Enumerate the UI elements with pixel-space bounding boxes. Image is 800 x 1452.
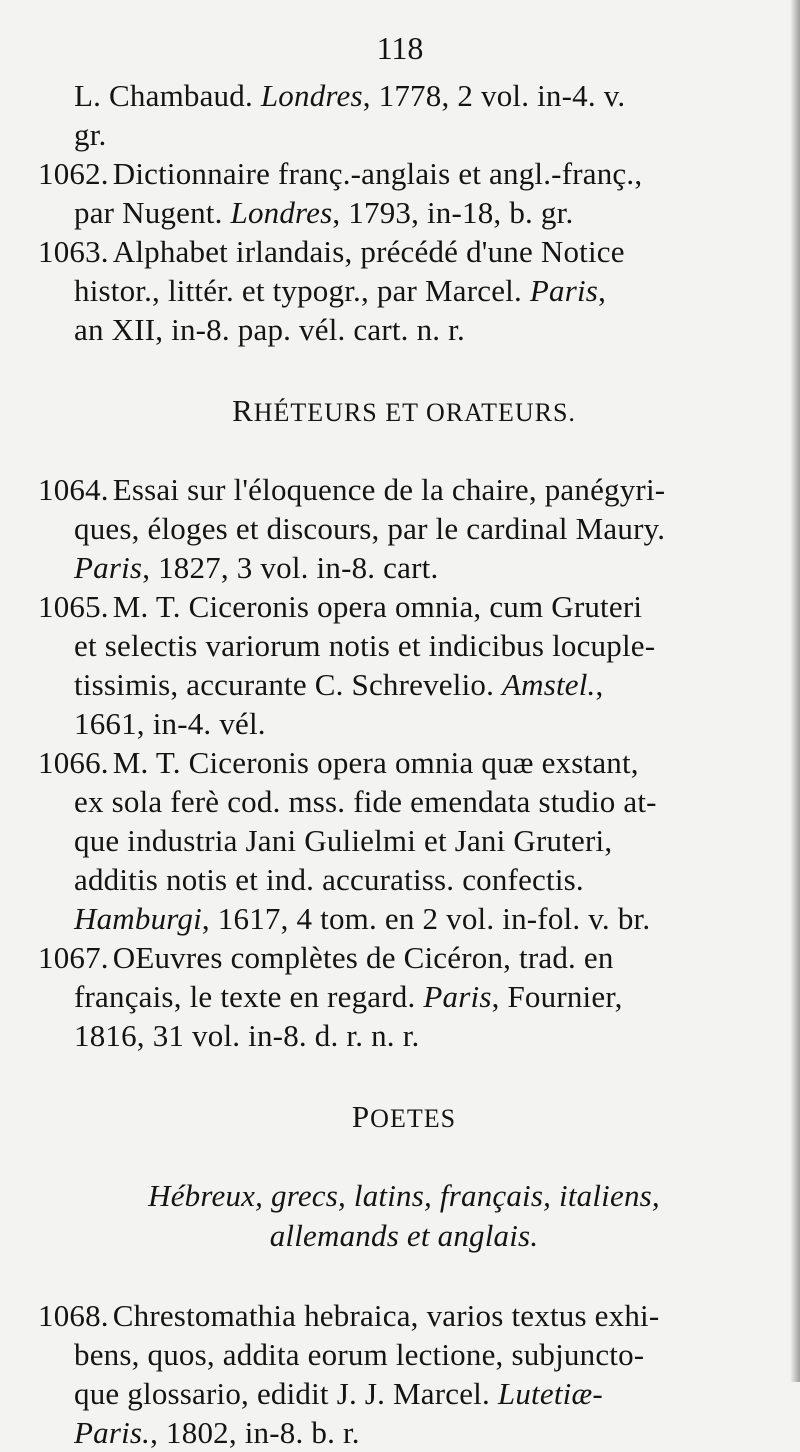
entry-line: an XII, in-8. pap. vél. cart. n. r. [74,312,465,347]
entry-line: histor., littér. et typogr., par Marcel. Paris, [74,273,607,308]
entry-1063 [38,232,770,349]
section-title-rest: OETES [370,1104,457,1133]
entry-1067 [38,938,770,1055]
entry-line: que glossario, edidit J. J. Marcel. Lutetiæ- [74,1376,603,1411]
entry-line: et selectis variorum notis et indicibus locuple- [74,628,656,663]
entry-1068 [38,1296,770,1452]
entry-number: 1067. [38,940,109,975]
page-body [38,76,770,1452]
entry-line: bens, quos, addita eorum lectione, subjuncto- [74,1337,645,1372]
subtitle-line: Hébreux, grecs, latins, français, italiens, [148,1178,660,1213]
entry-line: Hamburgi, 1617, 4 tom. en 2 vol. in-fol. v. br. [74,901,651,936]
entry-line: Chrestomathia hebraica, varios textus exhi- [112,1298,660,1333]
entry-number: 1064. [38,472,109,507]
entry-line: tissimis, accurante C. Schrevelio. Amstel., [74,667,604,702]
entry-line: Alphabet irlandais, précédé d'une Notice [112,234,625,269]
entry-line: Dictionnaire franç.-anglais et angl.-franç., [112,156,643,191]
entry-line: que industria Jani Gulielmi et Jani Gruteri, [74,823,613,858]
entry-line: ex sola ferè cod. mss. fide emendata studio at- [74,784,657,819]
entry-number: 1068. [38,1298,109,1333]
entry-line: 1661, in-4. vél. [74,706,266,741]
entry-line: 1816, 31 vol. in-8. d. r. n. r. [74,1018,420,1053]
entry-1065 [38,587,770,743]
entry-line: Essai sur l'éloquence de la chaire, panégyri- [112,472,666,507]
continued-entry [38,76,770,154]
entry-line: Paris, 1827, 3 vol. in-8. cart. [74,550,439,585]
subtitle-line: allemands et anglais. [269,1218,539,1253]
entries-group-a [38,154,770,349]
entry-line: gr. [74,117,107,152]
entry-number: 1063. [38,234,109,269]
entry-line: additis notis et ind. accuratiss. confectis. [74,862,584,897]
section-title-rest: HÉTEURS ET ORATEURS. [253,398,576,427]
entry-line: ques, éloges et discours, par le cardinal Maury. [74,511,666,546]
entries-group-c [38,1296,770,1452]
entry-1066 [38,743,770,938]
entry-line: français, le texte en regard. Paris, Fournier, [74,979,623,1014]
section-title-rheteurs [38,391,770,432]
entry-1062 [38,154,770,232]
section-subtitle [38,1176,770,1256]
entry-line: L. Chambaud. Londres, 1778, 2 vol. in-4. v. [74,78,626,113]
page-number: 118 [376,30,424,66]
entry-1064 [38,470,770,587]
entries-group-b [38,470,770,1055]
entry-line: OEuvres complètes de Cicéron, trad. en [112,940,614,975]
section-title-poetes [38,1097,770,1138]
section-title-initial: P [351,1099,371,1134]
entry-number: 1065. [38,589,109,624]
section-title-initial: R [232,393,254,428]
entry-line: Paris., 1802, in-8. b. r. [74,1415,360,1450]
entry-line: par Nugent. Londres, 1793, in-18, b. gr. [74,195,574,230]
entry-number: 1062. [38,156,109,191]
entry-number: 1066. [38,745,109,780]
entry-line: M. T. Ciceronis opera omnia quæ exstant, [112,745,639,780]
entry-line: M. T. Ciceronis opera omnia, cum Gruteri [112,589,643,624]
